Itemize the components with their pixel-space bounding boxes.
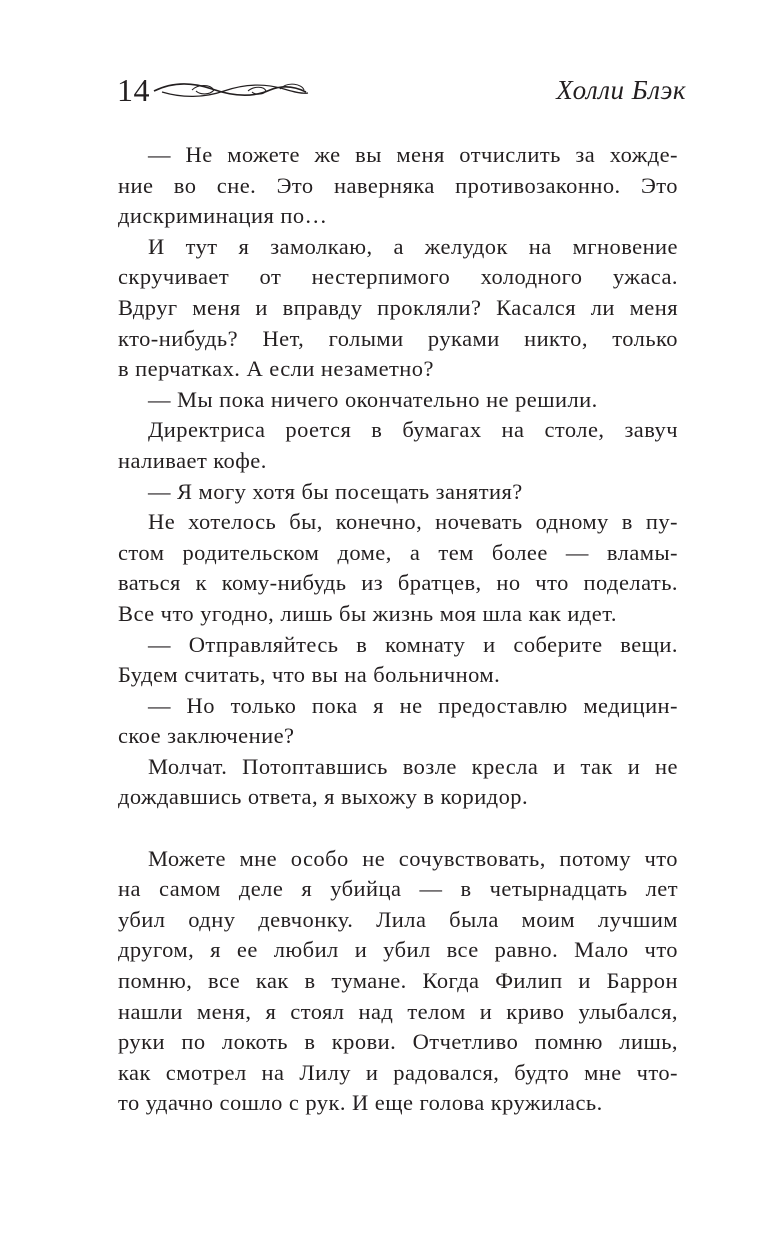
text-line: — Не можете же вы меня отчислить за хожде-: [148, 142, 678, 167]
section-break: [118, 813, 678, 844]
text-line: руки по локоть в крови. Отчетливо помню лишь,: [118, 1029, 678, 1055]
text-line: Молчат. Потоптавшись возле кресла и так и не: [148, 753, 678, 779]
text-line: в перчатках. А если незаметно?: [118, 356, 434, 382]
text-line: то удачно сошло с рук. И еще голова кружилась.: [118, 1090, 603, 1116]
text-line: другом, я ее любил и убил все равно. Мало что: [118, 937, 678, 963]
text-line: Можете мне особо не сочувствовать, потому что: [148, 845, 678, 871]
body-text: [118, 140, 678, 1119]
running-head-author: Холли Блэк: [556, 75, 686, 105]
text-line: скручивает от нестерпимого холодного ужаса.: [118, 264, 678, 290]
text-line: — Отправляйтесь в комнату и соберите вещи.: [148, 631, 678, 657]
text-line: — Я могу хотя бы посещать занятия?: [148, 478, 523, 504]
text-line: как смотрел на Лилу и радовался, будто мне что-: [118, 1059, 678, 1085]
text-line: убил одну девчонку. Лила была моим лучшим: [118, 906, 678, 932]
text-line: ское заключение?: [118, 723, 295, 749]
text-line: Директриса роется в бумагах на столе, завуч: [148, 417, 678, 443]
text-line: ние во сне. Это наверняка противозаконно. Это: [118, 172, 678, 198]
text-line: ваться к кому-нибудь из братцев, но что поделать.: [118, 570, 678, 596]
text-line: помню, все как в тумане. Когда Филип и Баррон: [118, 968, 678, 994]
text-line: И тут я замолкаю, а желудок на мгновение: [148, 233, 678, 259]
text-line: дождавшись ответа, я выхожу в коридор.: [118, 784, 529, 810]
text-line: Не хотелось бы, конечно, ночевать одному в пу-: [148, 509, 678, 535]
text-line: кто-нибудь? Нет, голыми руками никто, только: [118, 325, 678, 351]
text-line: Все что угодно, лишь бы жизнь моя шла как идет.: [118, 600, 617, 626]
page-header: [0, 0, 768, 120]
page-number: 14: [117, 72, 150, 108]
text-line: на самом деле я убийца — в четырнадцать лет: [118, 876, 678, 902]
text-line: Вдруг меня и вправду прокляли? Касался ли меня: [118, 294, 678, 320]
text-line: — Мы пока ничего окончательно не решили.: [148, 386, 598, 412]
text-line: дискриминация по…: [118, 203, 328, 229]
text-line: Будем считать, что вы на больничном.: [118, 662, 501, 688]
text-line: нашли меня, я стоял над телом и криво улыбался,: [118, 998, 678, 1024]
text-line: — Но только пока я не предоставлю медицин-: [148, 692, 678, 718]
text-line: стом родительском доме, а тем более — вламы-: [118, 539, 678, 565]
ornamental-flourish-icon: [152, 78, 310, 104]
text-line: наливает кофе.: [118, 447, 267, 473]
